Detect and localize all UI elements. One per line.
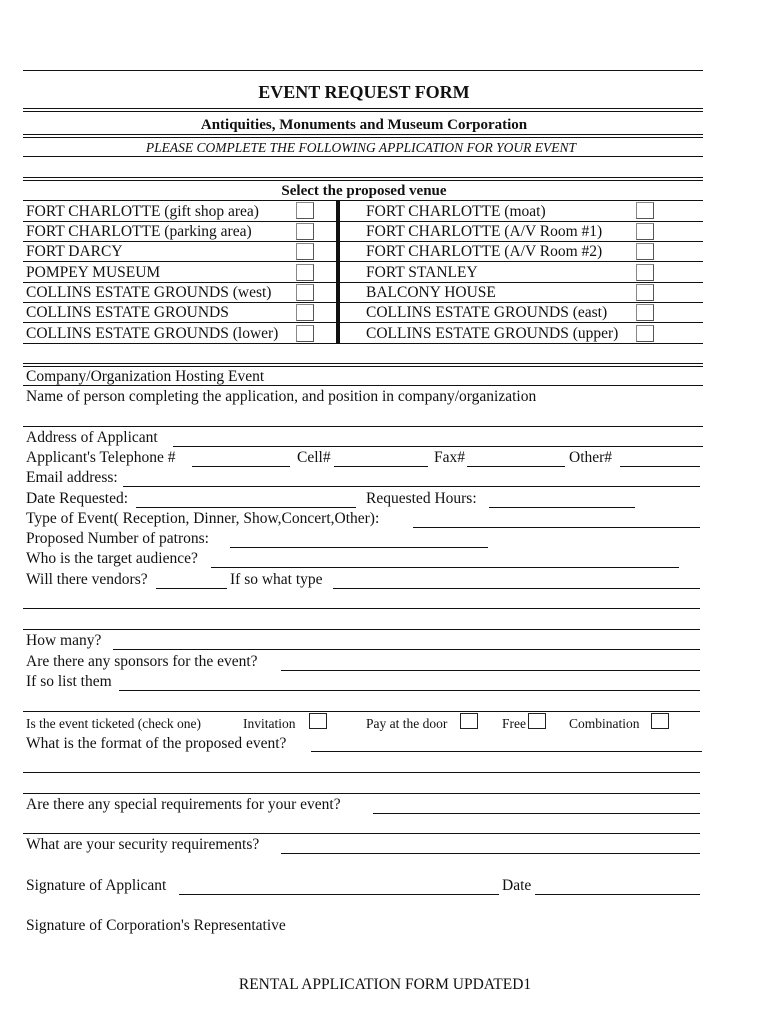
ticketed-label: Is the event ticketed (check one) [26,716,202,731]
venue-right-1: FORT CHARLOTTE (moat) [366,203,546,220]
venue-checkbox-right-4[interactable] [636,264,654,281]
venue-bottom-rule-1 [23,363,703,364]
fax-label: Fax# [434,449,465,466]
company-line[interactable] [23,385,703,386]
venue-bottom-rule-2 [23,366,703,367]
organization-name: Antiquities, Monuments and Museum Corporation [200,117,528,133]
title-rule-2 [23,111,703,112]
venue-right-2: FORT CHARLOTTE (A/V Room #1) [366,223,603,240]
venue-checkbox-left-1[interactable] [296,202,314,219]
venue-left-3: FORT DARCY [26,243,123,260]
requested-hours-label: Requested Hours: [366,490,477,507]
venue-left-7: COLLINS ESTATE GROUNDS (lower) [26,325,279,342]
date-label: Date [502,877,532,894]
venue-checkbox-right-6[interactable] [636,304,654,321]
venue-checkbox-left-4[interactable] [296,264,314,281]
opt-invitation-checkbox[interactable] [309,713,327,729]
sponsors-list-label: If so list them [26,673,112,690]
sponsors-list-line[interactable] [119,690,700,691]
security-line[interactable] [281,853,700,854]
audience-label: Who is the target audience? [26,550,198,567]
vendors-type-label: If so what type [230,571,323,588]
special-label: Are there any special requirements for your event? [26,796,341,813]
venue-checkbox-left-6[interactable] [296,304,314,321]
form-title: EVENT REQUEST FORM [258,82,470,102]
org-rule-2 [23,137,703,138]
venue-row-line [23,261,703,262]
instruction-rule [23,156,703,157]
blank-line[interactable] [23,793,700,794]
name-person-line[interactable] [23,426,703,427]
blank-line[interactable] [23,629,700,630]
name-person-label: Name of person completing the application, and position in company/organization [26,388,537,405]
venue-checkbox-right-5[interactable] [636,284,654,301]
event-type-label: Type of Event( Reception, Dinner, Show,Concert,Other): [26,510,380,527]
venue-checkbox-left-7[interactable] [296,325,314,342]
venue-checkbox-left-5[interactable] [296,284,314,301]
audience-line[interactable] [211,567,679,568]
signature-rep-label: Signature of Corporation's Representative [26,917,286,934]
date-line[interactable] [535,894,700,895]
venue-right-4: FORT STANLEY [366,264,478,281]
signature-applicant-line[interactable] [179,894,499,895]
org-rule-1 [23,134,703,135]
title-rule-1 [23,108,703,109]
telephone-label: Applicant's Telephone # [26,449,176,466]
blank-line[interactable] [23,772,700,773]
venue-checkbox-left-2[interactable] [296,223,314,240]
opt-pay-checkbox[interactable] [460,713,478,729]
footer-text: RENTAL APPLICATION FORM UPDATED1 [238,976,532,993]
venue-checkbox-left-3[interactable] [296,243,314,260]
company-label: Company/Organization Hosting Event [26,368,265,385]
date-requested-line[interactable] [136,507,356,508]
telephone-line[interactable] [192,466,290,467]
opt-invitation-label: Invitation [243,716,296,731]
venue-checkbox-right-7[interactable] [636,325,654,342]
email-label: Email address: [26,469,118,486]
opt-free-checkbox[interactable] [528,713,546,729]
sponsors-line[interactable] [281,670,700,671]
how-many-line[interactable] [113,649,700,650]
signature-applicant-label: Signature of Applicant [26,877,167,894]
venue-left-5: COLLINS ESTATE GROUNDS (west) [26,284,272,301]
opt-free-label: Free [502,716,526,731]
vendors-label: Will there vendors? [26,571,148,588]
special-line[interactable] [373,813,700,814]
security-label: What are your security requirements? [26,836,260,853]
instruction-text: PLEASE COMPLETE THE FOLLOWING APPLICATION FOR YOUR EVENT [145,140,577,155]
date-requested-label: Date Requested: [26,490,129,507]
blank-line[interactable] [23,711,700,712]
top-rule [23,70,703,71]
venue-checkbox-right-1[interactable] [636,202,654,219]
venue-left-2: FORT CHARLOTTE (parking area) [26,223,252,240]
fax-line[interactable] [467,466,565,467]
venue-grid-top [23,200,703,201]
venue-heading: Select the proposed venue [281,183,447,199]
venue-row-line [23,221,703,222]
other-line[interactable] [620,466,700,467]
venue-row-line [23,302,703,303]
format-line[interactable] [311,751,702,752]
opt-combination-checkbox[interactable] [651,713,669,729]
format-label: What is the format of the proposed event? [26,735,287,752]
venue-left-4: POMPEY MUSEUM [26,264,161,281]
blank-line[interactable] [23,833,700,834]
email-line[interactable] [123,486,700,487]
address-label: Address of Applicant [26,429,158,446]
event-type-line[interactable] [413,527,700,528]
how-many-label: How many? [26,632,102,649]
venue-top-rule-2 [23,180,703,181]
vendors-line[interactable] [156,588,227,589]
venue-top-rule-1 [23,177,703,178]
venue-row-line [23,241,703,242]
venue-left-1: FORT CHARLOTTE (gift shop area) [26,203,259,220]
patrons-line[interactable] [230,547,488,548]
venue-left-6: COLLINS ESTATE GROUNDS [26,304,229,321]
requested-hours-line[interactable] [489,507,635,508]
venue-right-7: COLLINS ESTATE GROUNDS (upper) [366,325,619,342]
venue-checkbox-right-3[interactable] [636,243,654,260]
venue-row-line [23,343,703,344]
opt-pay-label: Pay at the door [366,716,448,731]
venue-row-line [23,322,703,323]
cell-label: Cell# [297,449,331,466]
cell-line[interactable] [334,466,428,467]
other-label: Other# [569,449,613,466]
venue-row-line [23,282,703,283]
opt-combination-label: Combination [569,716,640,731]
venue-checkbox-right-2[interactable] [636,223,654,240]
venue-right-6: COLLINS ESTATE GROUNDS (east) [366,304,608,321]
sponsors-label: Are there any sponsors for the event? [26,653,258,670]
vendors-type-line[interactable] [333,588,700,589]
patrons-label: Proposed Number of patrons: [26,530,209,547]
venue-right-5: BALCONY HOUSE [366,284,496,301]
venue-right-3: FORT CHARLOTTE (A/V Room #2) [366,243,603,260]
address-line[interactable] [173,446,703,447]
blank-line[interactable] [23,608,700,609]
